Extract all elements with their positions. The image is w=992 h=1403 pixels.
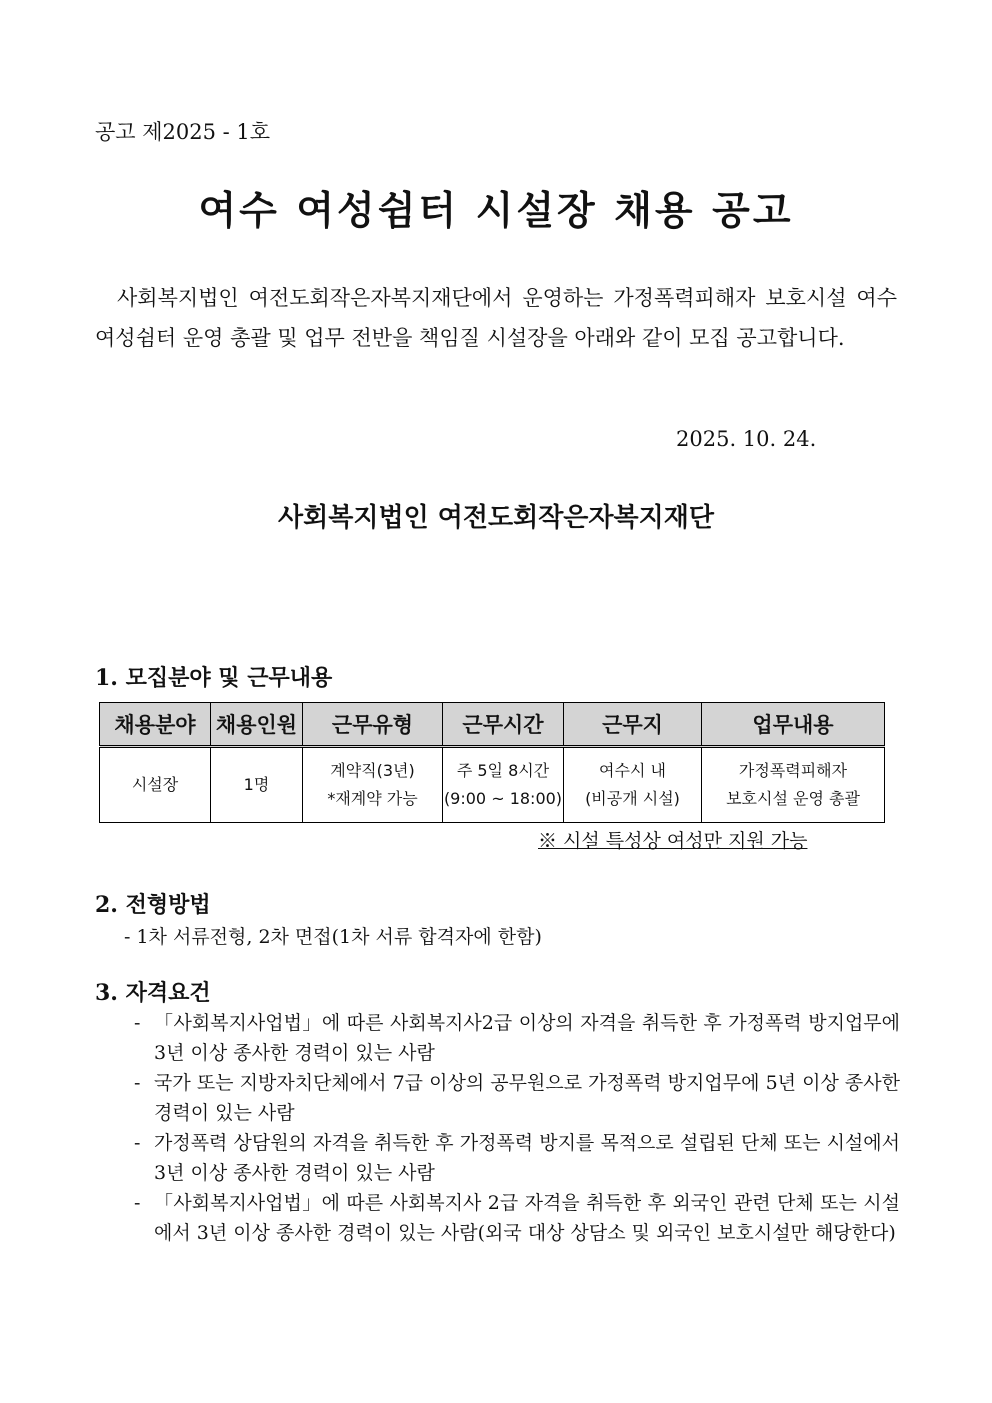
list-dash: -	[134, 1132, 141, 1154]
selection-method	[124, 922, 542, 949]
cell-place-line1: 여수시 내	[599, 761, 666, 780]
cell-duty	[702, 747, 885, 823]
header-type: 근무유형	[303, 703, 443, 747]
selection-method-text: 1차 서류전형, 2차 면접(1차 서류 합격자에 한함)	[136, 926, 542, 948]
list-item	[134, 1188, 900, 1248]
cell-duty-line1: 가정폭력피해자	[738, 761, 848, 780]
header-duty: 업무내용	[702, 703, 885, 747]
section2-title: 2. 전형방법	[95, 892, 211, 918]
notice-number: 공고 제2025 - 1호	[95, 120, 271, 144]
announcement-date: 2025. 10. 24.	[676, 427, 817, 451]
header-field: 채용분야	[100, 703, 211, 747]
table-header-row	[100, 703, 885, 747]
qualification-text: 「사회복지사업법」에 따른 사회복지사 2급 자격을 취득한 후 외국인 관련 단체 또는 시설에서 3년 이상 종사한 경력이 있는 사람(외국 대상 상담소 및 외국인 보호시설만 해당한다)	[154, 1192, 900, 1244]
header-place: 근무지	[564, 703, 702, 747]
page-title: 여수 여성쉼터 시설장 채용 공고	[198, 188, 794, 234]
qualification-text: 「사회복지사업법」에 따른 사회복지사2급 이상의 자격을 취득한 후 가정폭력 방지업무에 3년 이상 종사한 경력이 있는 사람	[154, 1012, 900, 1064]
cell-type-line2: *재계약 가능	[327, 789, 418, 808]
section1-title: 1. 모집분야 및 근무내용	[95, 665, 333, 691]
qualification-text: 가정폭력 상담원의 자격을 취득한 후 가정폭력 방지를 목적으로 설립된 단체 또는 시설에서 3년 이상 종사한 경력이 있는 사람	[154, 1132, 900, 1184]
list-dash: -	[134, 1192, 141, 1214]
list-dash: -	[124, 926, 131, 948]
header-count: 채용인원	[211, 703, 303, 747]
section3-title: 3. 자격요건	[95, 980, 211, 1006]
list-item	[134, 1068, 900, 1128]
cell-hours-line2: (9:00 ~ 18:00)	[443, 789, 563, 808]
list-item	[134, 1008, 900, 1068]
list-dash: -	[134, 1072, 141, 1094]
cell-duty-line2: 보호시설 운영 총괄	[726, 789, 860, 808]
qualification-text: 국가 또는 지방자치단체에서 7급 이상의 공무원으로 가정폭력 방지업무에 5년 이상 종사한 경력이 있는 사람	[154, 1072, 900, 1124]
recruitment-table	[99, 702, 884, 823]
cell-type	[303, 747, 443, 823]
cell-hours-line1: 주 5일 8시간	[456, 761, 550, 780]
list-item	[134, 1128, 900, 1188]
cell-count: 1명	[211, 747, 303, 823]
organization-name: 사회복지법인 여전도회작은자복지재단	[277, 503, 715, 533]
cell-hours	[443, 747, 564, 823]
cell-place	[564, 747, 702, 823]
intro-paragraph: 사회복지법인 여전도회작은자복지재단에서 운영하는 가정폭력피해자 보호시설 여수 여성쉼터 운영 총괄 및 업무 전반을 책임질 시설장을 아래와 같이 모집 공고합니다.	[95, 286, 897, 350]
cell-place-line2: (비공개 시설)	[585, 789, 680, 808]
list-dash: -	[134, 1012, 141, 1034]
cell-field: 시설장	[100, 747, 211, 823]
header-hours: 근무시간	[443, 703, 564, 747]
eligibility-note: ※ 시설 특성상 여성만 지원 가능	[538, 830, 808, 852]
cell-type-line1: 계약직(3년)	[330, 761, 415, 780]
table-row	[100, 747, 885, 823]
